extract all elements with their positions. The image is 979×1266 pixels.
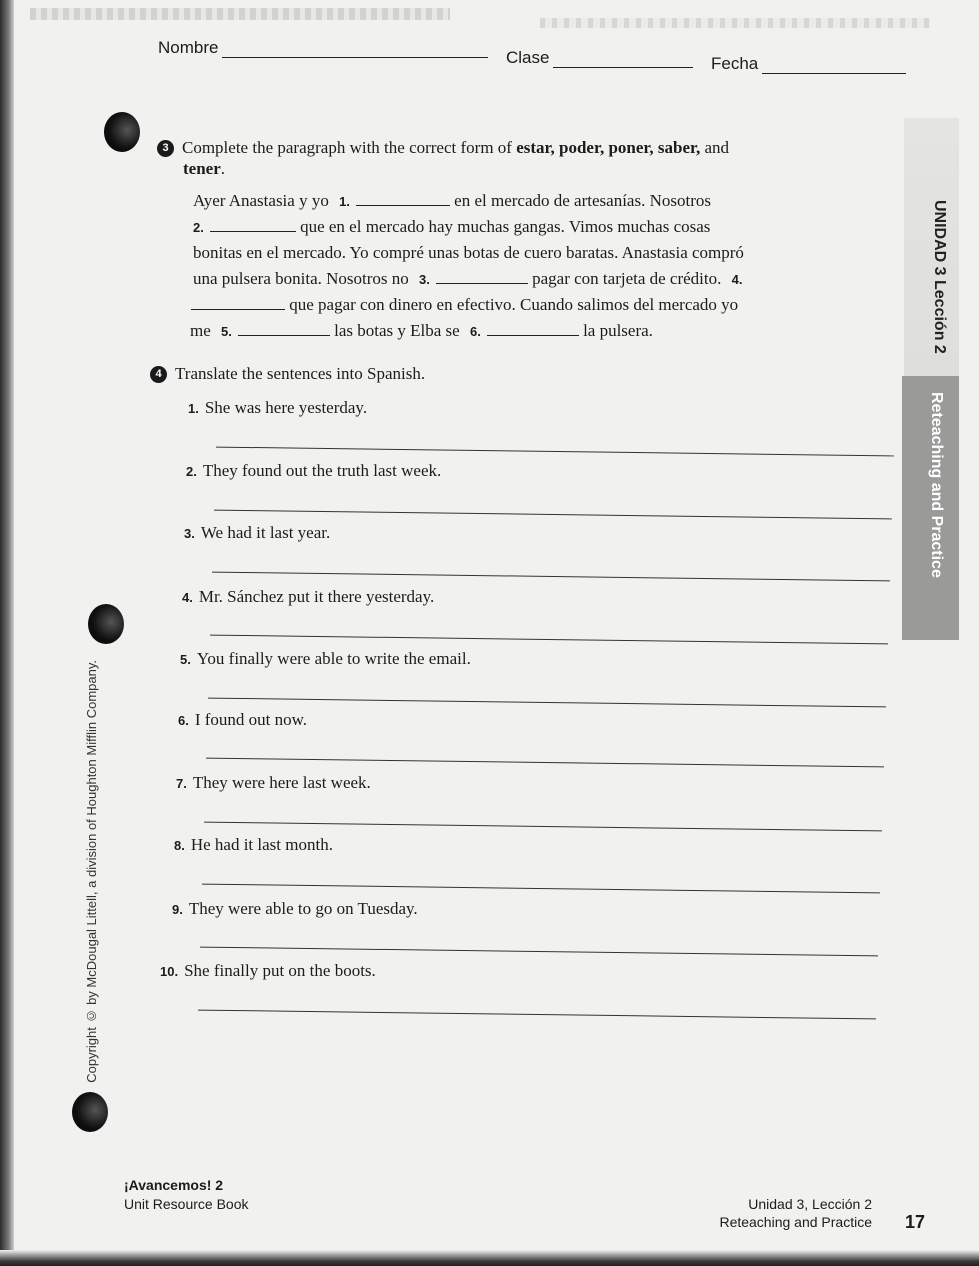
item-sentence: They found out the truth last week. (202, 461, 442, 480)
scan-artifact (540, 18, 930, 28)
answer-line-4[interactable] (210, 635, 888, 645)
sidebar-section-label: Reteaching and Practice (928, 392, 945, 578)
paragraph-text: las botas y Elba se (334, 321, 460, 340)
answer-line-5[interactable] (208, 698, 886, 708)
blank-number: 2. (193, 220, 204, 235)
translation-item-2 (186, 461, 441, 481)
date-field[interactable] (711, 54, 906, 74)
paragraph-line (193, 188, 711, 215)
item-sentence: They were able to go on Tuesday. (188, 899, 418, 918)
answer-line-6[interactable] (206, 758, 884, 768)
answer-line-9[interactable] (200, 947, 878, 957)
page-number: 17 (905, 1212, 926, 1232)
footer-lesson-info (700, 1195, 872, 1231)
paragraph-line (193, 266, 748, 293)
name-field[interactable] (158, 38, 488, 58)
date-line[interactable] (762, 59, 906, 74)
translation-item-7 (176, 773, 371, 793)
date-label: Fecha (711, 54, 759, 73)
item-number: 6. (178, 713, 189, 728)
translation-item-6 (178, 710, 307, 730)
translation-item-8 (174, 835, 333, 855)
item-sentence: I found out now. (194, 710, 308, 729)
item-number: 4. (182, 590, 193, 605)
activity-number-badge: 3 (157, 140, 174, 157)
activity-3-instruction (157, 138, 729, 158)
paragraph-line (193, 240, 744, 266)
answer-line-10[interactable] (198, 1010, 876, 1020)
paragraph-text: pagar con tarjeta de crédito. (532, 269, 722, 288)
footer-unit-lesson: Unidad 3, Lección 2 (748, 1196, 872, 1212)
paragraph-line (193, 214, 710, 241)
blank-number: 6. (469, 324, 481, 339)
copyright-notice: Copyright © by McDougal Littell, a division of Houghton Mifflin Company. (84, 660, 99, 1083)
item-sentence: She was here yesterday. (204, 398, 368, 417)
translation-item-4 (182, 587, 434, 607)
item-sentence: They were here last week. (192, 773, 371, 792)
paragraph-text: la pulsera. (583, 321, 653, 340)
answer-line-3[interactable] (212, 572, 890, 582)
blank-3[interactable] (436, 269, 528, 284)
item-number: 7. (176, 776, 187, 791)
blank-number: 5. (221, 324, 232, 339)
class-line[interactable] (553, 53, 693, 68)
book-title: ¡Avancemos! 2 (124, 1177, 224, 1193)
answer-line-8[interactable] (202, 884, 880, 894)
blank-4[interactable] (191, 295, 285, 310)
binder-hole (88, 604, 124, 644)
paragraph-text: Ayer Anastasia y yo (193, 191, 329, 210)
item-number: 1. (188, 401, 199, 416)
binder-hole (72, 1092, 108, 1132)
paragraph-text: me (190, 321, 211, 340)
paragraph-text: bonitas en el mercado. Yo compré unas botas de cuero baratas. Anastasia compró (193, 243, 744, 262)
blank-6[interactable] (487, 321, 579, 336)
scan-artifact (30, 8, 450, 20)
activity-3-instruction-cont (183, 159, 225, 179)
paragraph-text: que en el mercado hay muchas gangas. Vimos muchas cosas (300, 217, 711, 236)
class-label: Clase (506, 48, 550, 67)
instruction-text: Translate the sentences into Spanish. (175, 364, 426, 383)
item-sentence: You finally were able to write the email. (196, 649, 471, 668)
translation-item-1 (188, 398, 367, 418)
paragraph-text: una pulsera bonita. Nosotros no (193, 269, 409, 288)
item-number: 10. (160, 964, 179, 979)
page-binding-edge (0, 0, 14, 1266)
blank-number: 4. (731, 272, 743, 287)
item-sentence: He had it last month. (190, 835, 333, 854)
answer-line-1[interactable] (216, 447, 894, 457)
paragraph-line (190, 318, 653, 345)
item-number: 9. (172, 902, 183, 917)
name-line[interactable] (222, 43, 488, 58)
answer-line-2[interactable] (214, 510, 892, 520)
sidebar-unit-label: UNIDAD 3 Lección 2 (931, 200, 948, 354)
item-number: 2. (186, 464, 197, 479)
translation-item-5 (180, 649, 471, 669)
item-sentence: We had it last year. (200, 523, 331, 542)
instruction-text: . (220, 159, 226, 178)
item-sentence: She finally put on the boots. (184, 961, 376, 980)
book-subtitle: Unit Resource Book (124, 1196, 249, 1212)
verb-list: tener (183, 159, 221, 178)
item-number: 5. (180, 652, 191, 667)
paragraph-text: que pagar con dinero en efectivo. Cuando salimos del mercado yo (289, 295, 739, 314)
blank-2[interactable] (210, 217, 296, 232)
scan-shadow (0, 1250, 979, 1266)
item-number: 8. (174, 838, 185, 853)
item-number: 3. (184, 526, 195, 541)
class-field[interactable] (506, 48, 693, 68)
activity-number-badge: 4 (150, 366, 167, 383)
paragraph-text: en el mercado de artesanías. Nosotros (454, 191, 711, 210)
activity-4-instruction (150, 364, 425, 384)
blank-number: 3. (419, 272, 430, 287)
instruction-text: and (700, 138, 730, 157)
verb-list: estar, poder, poner, saber, (516, 138, 701, 157)
blank-5[interactable] (238, 321, 330, 336)
answer-line-7[interactable] (204, 822, 882, 832)
item-sentence: Mr. Sánchez put it there yesterday. (198, 587, 435, 606)
paragraph-line (191, 292, 738, 318)
footer-book-info (124, 1176, 249, 1214)
translation-item-3 (184, 523, 330, 543)
binder-hole (104, 112, 140, 152)
instruction-text: Complete the paragraph with the correct form of (182, 138, 517, 157)
footer-section: Reteaching and Practice (719, 1214, 872, 1230)
blank-number: 1. (339, 194, 350, 209)
name-label: Nombre (158, 38, 219, 57)
blank-1[interactable] (356, 191, 450, 206)
translation-item-10 (160, 961, 376, 981)
translation-item-9 (172, 899, 418, 919)
